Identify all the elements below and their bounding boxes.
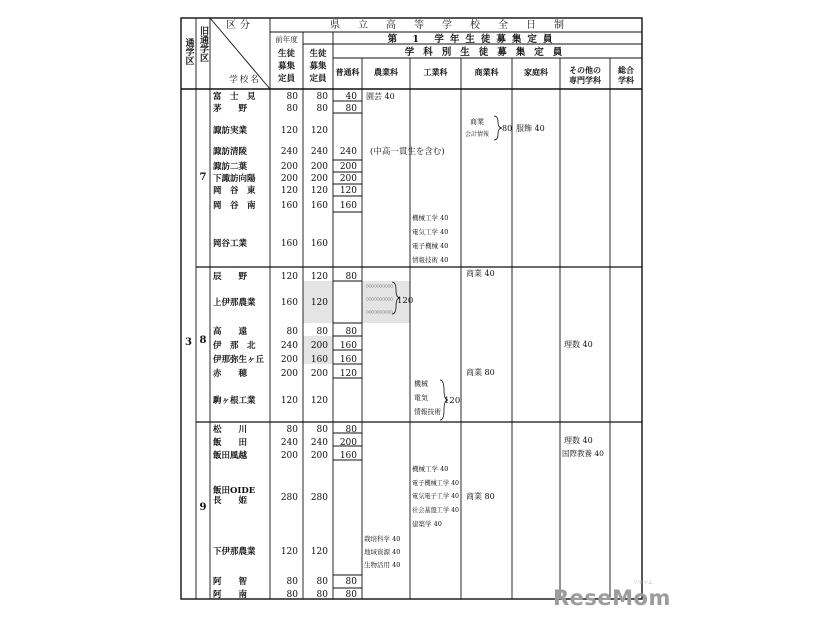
okaya-tech-course: 機械工学 40 xyxy=(412,214,449,222)
prev-capacity: 160 xyxy=(280,201,298,211)
school-name: 岡 谷 東 xyxy=(213,186,256,196)
header-capacity-line: 定員 xyxy=(309,74,327,84)
okaya-tech-course: 電子機械 40 xyxy=(412,242,449,250)
capacity: 160 xyxy=(310,355,328,365)
prev-capacity: 240 xyxy=(280,341,298,351)
general-capacity: 80 xyxy=(345,272,357,282)
capacity: 80 xyxy=(316,104,328,114)
school-name: 伊那弥生ヶ丘 xyxy=(213,355,265,365)
okaya-tech-course: 電気工学 40 xyxy=(412,228,449,236)
school-name: 飯 田 xyxy=(213,438,248,448)
prev-capacity: 80 xyxy=(286,327,298,337)
watermark-brand: ReseMom xyxy=(553,586,671,610)
school-name: 飯田風越 xyxy=(213,451,248,461)
brace xyxy=(494,116,502,140)
general-capacity: 240 xyxy=(339,147,357,157)
watermark-small-text: リセマム xyxy=(633,580,653,586)
prev-capacity: 280 xyxy=(280,493,298,503)
school-name: 阿 南 xyxy=(213,590,248,600)
inakita-science: 理数 40 xyxy=(564,340,593,349)
column-header-integrated: 総合 xyxy=(618,65,634,75)
general-capacity: 80 xyxy=(345,425,357,435)
school-name: 駒ヶ根工業 xyxy=(213,396,256,406)
school-name: 高 遠 xyxy=(213,327,248,337)
prev-capacity: 200 xyxy=(280,369,298,379)
school-name: 辰 野 xyxy=(213,272,248,282)
oide-tech-course: 電子機械工学 40 xyxy=(412,479,462,487)
school-name: 諏訪実業 xyxy=(213,126,248,136)
prev-capacity: 240 xyxy=(280,438,298,448)
capacity: 120 xyxy=(310,272,328,282)
old-region-number: 8 xyxy=(199,335,207,346)
capacity: 160 xyxy=(310,201,328,211)
capacity: 80 xyxy=(316,577,328,587)
general-capacity: 80 xyxy=(345,327,357,337)
general-capacity: 120 xyxy=(339,369,357,379)
general-capacity: 80 xyxy=(345,104,357,114)
capacity: 120 xyxy=(310,186,328,196)
prev-capacity: 160 xyxy=(280,298,298,308)
oide-tech-course: 社会基盤工学 40 xyxy=(412,506,462,514)
komagane-tech-course: 情報技術 xyxy=(414,408,442,416)
capacity: 200 xyxy=(310,162,328,172)
prev-capacity: 80 xyxy=(286,577,298,587)
prev-capacity: 120 xyxy=(280,396,298,406)
old-region-number: 9 xyxy=(199,502,207,513)
column-header-other: その他の xyxy=(569,65,601,75)
column-header-3: 商業科 xyxy=(474,67,499,77)
oide-tech-course: 機械工学 40 xyxy=(412,465,449,473)
school-name: 松 川 xyxy=(213,425,248,435)
table-header xyxy=(184,18,635,85)
capacity: 200 xyxy=(310,341,328,351)
kaminoh-total: 120 xyxy=(397,296,414,306)
school-name-line2: 長 姫 xyxy=(213,496,248,506)
general-capacity: 160 xyxy=(339,201,357,211)
kaminoh-course: ○○○○○○○○○○ xyxy=(366,296,394,301)
capacity: 80 xyxy=(316,327,328,337)
kaminoh-course: ○○○○○○○○○○ xyxy=(366,283,394,288)
chuko-note: (中高一貫生を含む) xyxy=(370,147,445,157)
general-capacity: 200 xyxy=(339,174,357,184)
shimoina-agri-course: 生物活用 40 xyxy=(364,561,401,569)
school-name: 岡谷工業 xyxy=(213,239,248,249)
column-header-1: 農業科 xyxy=(374,67,398,77)
school-name: 下諏訪向陽 xyxy=(213,174,256,184)
general-capacity: 160 xyxy=(339,355,357,365)
capacity: 200 xyxy=(310,451,328,461)
kaminoh-course: ○○○○○○○○○○ xyxy=(366,309,394,314)
header-by-course: 学科別生徒募集定員 xyxy=(404,47,572,58)
column-header-integrated-line2: 学科 xyxy=(618,75,634,85)
course-details xyxy=(364,91,604,569)
header-region: 通学区 xyxy=(183,38,194,65)
prev-capacity: 80 xyxy=(286,425,298,435)
capacity: 200 xyxy=(310,174,328,184)
general-capacity: 80 xyxy=(345,590,357,600)
suwa-commerce-total: 80 xyxy=(502,124,513,133)
general-capacity: 40 xyxy=(345,92,357,102)
school-name: 阿 智 xyxy=(213,577,248,587)
header-division: 区分 xyxy=(226,20,254,31)
course-column-headers xyxy=(336,65,635,85)
column-header-2: 工業科 xyxy=(423,67,448,77)
prev-capacity: 120 xyxy=(280,547,298,557)
school-name: 下伊那農業 xyxy=(213,547,256,557)
shimoina-agri-course: 栽培科学 40 xyxy=(364,535,401,543)
school-name: 諏訪二葉 xyxy=(213,162,248,172)
header-capacity-line: 生徒 xyxy=(309,49,327,59)
header-capacity-line: 募集 xyxy=(309,61,327,72)
prev-capacity: 80 xyxy=(286,590,298,600)
iida-science: 理数 40 xyxy=(564,436,593,445)
header-title: 県立高等学校全日制 xyxy=(330,20,582,31)
okaya-tech-course: 情報技術 40 xyxy=(412,256,449,264)
header-prev-capacity-line: 募集 xyxy=(277,61,296,72)
komagane-tech-course: 機械 xyxy=(414,380,428,388)
general-capacity: 160 xyxy=(339,341,357,351)
capacity: 120 xyxy=(310,298,328,308)
school-name: 諏訪清陵 xyxy=(213,147,248,157)
oide-tech-course: 電気電子工学 40 xyxy=(412,492,462,500)
oide-tech-course: 建築学 40 xyxy=(412,520,442,528)
school-name: 茅 野 xyxy=(213,104,248,114)
general-capacity: 120 xyxy=(339,186,357,196)
region-number xyxy=(185,337,192,348)
general-capacity: 200 xyxy=(339,438,357,448)
column-header-0: 普通科 xyxy=(335,67,360,77)
header-first-year: 第 1 学年生徒募集定員 xyxy=(387,34,559,45)
old-region-number: 7 xyxy=(199,172,207,183)
general-capacity: 160 xyxy=(339,451,357,461)
column-header-other-line2: 専門学科 xyxy=(569,75,601,85)
capacity: 80 xyxy=(316,425,328,435)
capacity: 240 xyxy=(310,438,328,448)
school-name: 岡 谷 南 xyxy=(213,201,256,211)
capacity: 120 xyxy=(310,396,328,406)
prev-capacity: 200 xyxy=(280,162,298,172)
resemom-watermark xyxy=(553,580,671,616)
capacity: 240 xyxy=(310,147,328,157)
suwa-accounting: 会計情報 xyxy=(465,131,490,138)
general-capacity: 80 xyxy=(345,577,357,587)
prev-capacity: 240 xyxy=(280,147,298,157)
oide-commerce: 商業 80 xyxy=(466,492,495,501)
prev-capacity: 120 xyxy=(280,126,298,136)
capacity: 160 xyxy=(310,239,328,249)
school-name: 赤 穂 xyxy=(213,369,248,379)
prev-capacity: 200 xyxy=(280,451,298,461)
capacity: 200 xyxy=(310,369,328,379)
header-prev-capacity-line: 定員 xyxy=(277,74,296,84)
capacity: 80 xyxy=(316,92,328,102)
prev-capacity: 200 xyxy=(280,355,298,365)
shimoina-agri-course: 地域資源 40 xyxy=(364,548,401,556)
horticulture: 園芸 40 xyxy=(366,92,395,101)
prev-capacity: 80 xyxy=(286,92,298,102)
akaho-commerce: 商業 80 xyxy=(466,368,495,377)
header-school: 学校名 xyxy=(229,75,261,85)
capacity: 280 xyxy=(310,493,328,503)
suwa-clothing: 服飾 40 xyxy=(516,124,545,133)
capacity: 80 xyxy=(316,590,328,600)
school-name: 富 士 見 xyxy=(213,92,256,102)
school-name: 飯田OIDE xyxy=(213,486,256,496)
region-value: 3 xyxy=(185,337,192,348)
table-body xyxy=(200,91,358,600)
header-prev-year: 前年度 xyxy=(275,35,298,44)
general-capacity: 200 xyxy=(339,162,357,172)
prev-capacity: 120 xyxy=(280,186,298,196)
prev-capacity: 200 xyxy=(280,174,298,184)
fuetsu-intl: 国際教養 40 xyxy=(562,449,604,458)
header-prev-capacity-line: 生徒 xyxy=(277,49,296,59)
prev-capacity: 120 xyxy=(280,272,298,282)
school-name: 上伊那農業 xyxy=(213,298,256,308)
prev-capacity: 80 xyxy=(286,104,298,114)
tatsuno-commerce: 商業 40 xyxy=(466,269,495,278)
komagane-total: 120 xyxy=(444,396,461,406)
header-old-region: 旧通学区 xyxy=(198,26,208,62)
suwa-commerce: 商業 xyxy=(470,118,484,126)
school-name: 伊 那 北 xyxy=(213,341,256,351)
komagane-tech-course: 電気 xyxy=(414,394,428,402)
prev-capacity: 160 xyxy=(280,239,298,249)
capacity: 120 xyxy=(310,547,328,557)
capacity: 120 xyxy=(310,126,328,136)
column-header-4: 家庭科 xyxy=(524,67,548,77)
